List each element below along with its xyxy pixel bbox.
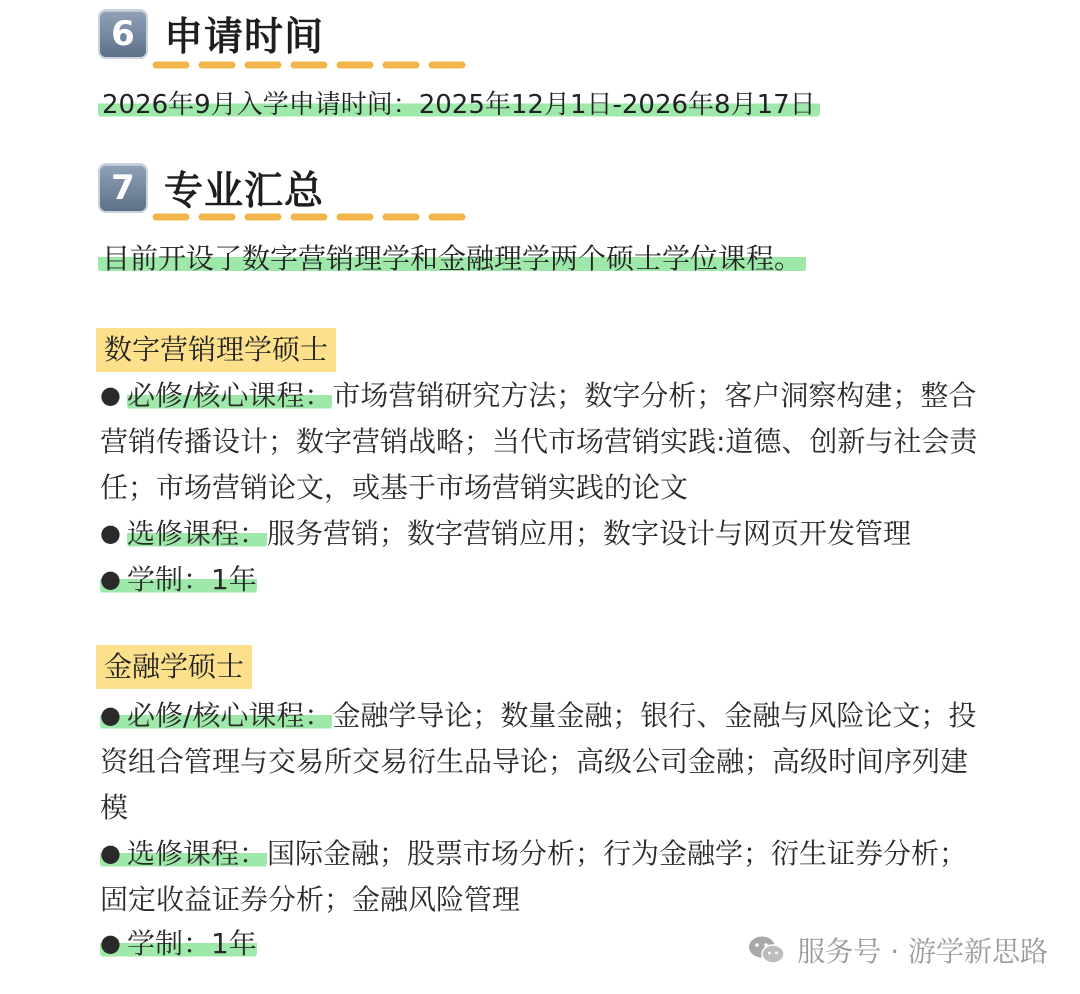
section-6-title: 申请时间 bbox=[164, 15, 325, 60]
core-text: 市场营销研究方法；数字分析；客户洞察构建；整合营销传播设计；数字营销战略；当代市场营销实践:道德、创新与社会责任；市场营销论文，或基于市场营销实践的论文 bbox=[100, 379, 978, 504]
core-label: 必修/核心课程： bbox=[126, 699, 333, 732]
section-7-header bbox=[98, 156, 324, 220]
bullet: ● bbox=[100, 381, 121, 409]
application-time-line bbox=[98, 86, 820, 124]
duration-label: 学制： bbox=[126, 927, 211, 960]
program-elective-courses bbox=[100, 830, 990, 923]
elective-text: 服务营销；数字营销应用；数字设计与网页开发管理 bbox=[266, 517, 911, 550]
number-badge-6: 6 bbox=[98, 9, 148, 59]
core-text: 金融学导论；数量金融；银行、金融与风险论文；投资组合管理与交易所交易衍生品导论；高级公司金融；高级时间序列建模 bbox=[100, 699, 977, 824]
program-intro-line bbox=[98, 240, 806, 278]
bullet: ● bbox=[100, 565, 121, 593]
program-duration bbox=[100, 556, 990, 603]
program-title: 金融学硕士 bbox=[96, 645, 252, 689]
bullet: ● bbox=[100, 701, 121, 729]
duration-text: 1年 bbox=[210, 927, 257, 960]
application-time-text: 2026年9月入学申请时间：2025年12月1日-2026年8月17日 bbox=[98, 90, 820, 120]
duration-text: 1年 bbox=[210, 563, 257, 596]
section-7-title: 专业汇总 bbox=[164, 169, 325, 214]
section-6-header bbox=[98, 2, 324, 66]
wechat-icon bbox=[747, 934, 787, 966]
duration-label: 学制： bbox=[126, 563, 211, 596]
orange-dash-underline bbox=[152, 212, 482, 222]
elective-label: 选修课程： bbox=[126, 517, 267, 550]
program-intro-text: 目前开设了数字营销理学和金融理学两个硕士学位课程。 bbox=[98, 242, 806, 275]
bullet: ● bbox=[100, 839, 121, 867]
elective-label: 选修课程： bbox=[126, 837, 267, 870]
number-badge-7: 7 bbox=[98, 163, 148, 213]
program-title: 数字营销理学硕士 bbox=[96, 328, 336, 372]
bullet: ● bbox=[100, 519, 121, 547]
core-label: 必修/核心课程： bbox=[126, 379, 333, 412]
program-elective-courses bbox=[100, 510, 990, 557]
elective-text: 国际金融；股票市场分析；行为金融学；衍生证券分析；固定收益证券分析；金融风险管理 bbox=[100, 837, 967, 916]
orange-dash-underline bbox=[152, 60, 482, 70]
program-core-courses bbox=[100, 372, 990, 511]
bullet: ● bbox=[100, 929, 121, 957]
program-core-courses bbox=[100, 692, 990, 831]
footer-text: 服务号 · 游学新思路 bbox=[797, 935, 1048, 968]
footer-watermark bbox=[747, 930, 1048, 970]
